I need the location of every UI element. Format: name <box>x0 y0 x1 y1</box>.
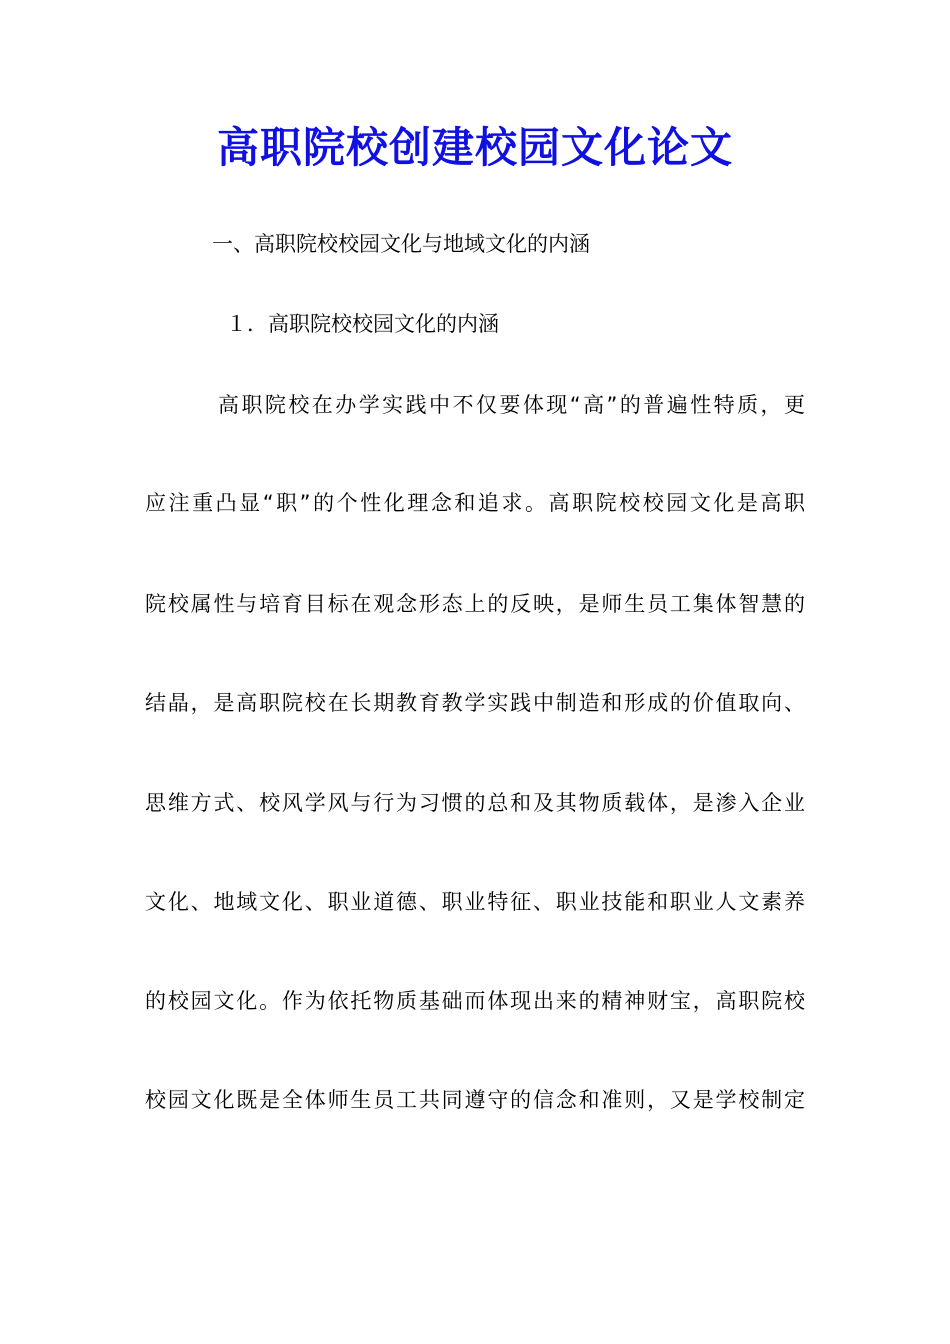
paragraph-line: 文化、地域文化、职业道德、职业特征、职业技能和职业人文素养 <box>145 890 805 914</box>
paragraph-line: 院校属性与培育目标在观念形态上的反映，是师生员工集体智慧的 <box>145 592 805 616</box>
section-heading: 一、高职院校校园文化与地域文化的内涵 <box>212 232 590 256</box>
paragraph-line: 结晶，是高职院校在长期教育教学实践中制造和形成的价值取向、 <box>145 691 805 715</box>
paragraph-line: 应注重凸显“职”的个性化理念和追求。高职院校校园文化是高职 <box>145 491 805 515</box>
subsection-heading: １．高职院校校园文化的内涵 <box>226 312 499 336</box>
paragraph-line: 校园文化既是全体师生员工共同遵守的信念和准则，又是学校制定 <box>145 1088 805 1112</box>
paragraph-line: 思维方式、校风学风与行为习惯的总和及其物质载体，是渗入企业 <box>145 791 805 815</box>
document-title: 高职院校创建校园文化论文 <box>216 123 733 172</box>
paragraph-line: 的校园文化。作为依托物质基础而体现出来的精神财宝，高职院校 <box>145 989 805 1013</box>
paragraph-line: 高职院校在办学实践中不仅要体现“高”的普遍性特质，更 <box>218 393 805 417</box>
